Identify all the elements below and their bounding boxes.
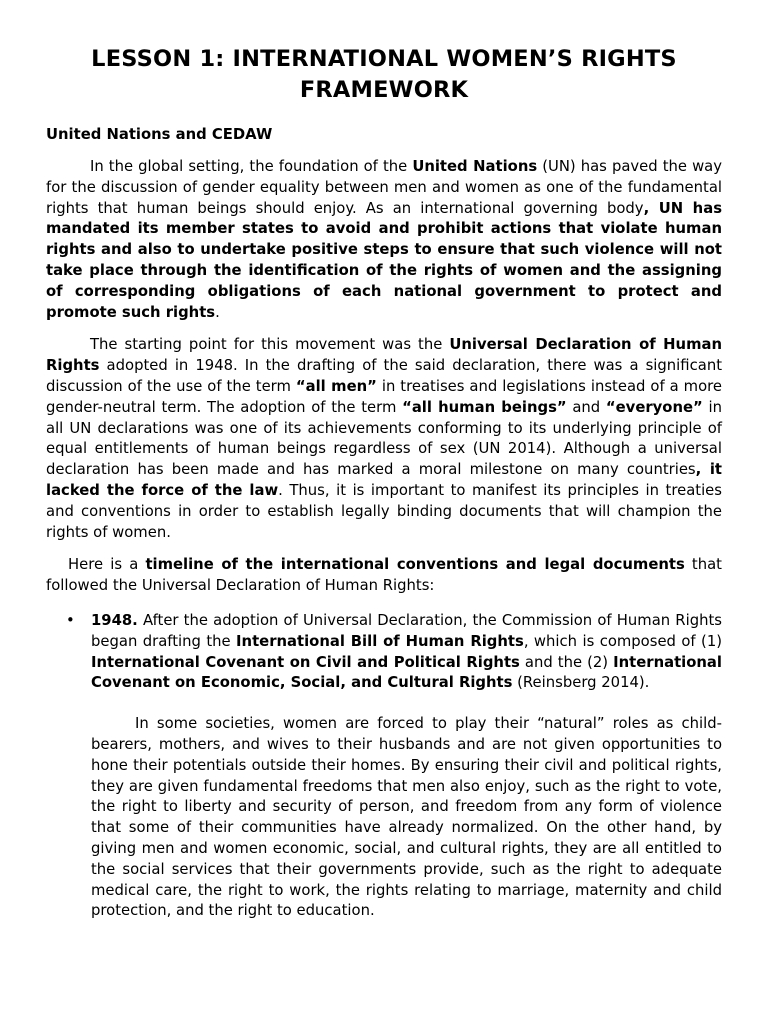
paragraph-udhr bbox=[46, 335, 722, 543]
text-run: (UN) has paved the way for the discussion of gender equality between men and women as one of the fundamental rights that human beings should enjoy. As an international governing body bbox=[46, 158, 723, 217]
emphasis-everyone: “everyone” bbox=[605, 398, 703, 416]
emphasis-un-mandate: , UN has mandated its member states to avoid and prohibit actions that violate human rights and also to undertake positive steps to ensure that such violence will not take place through the identification of the rights of women and the assigning of corresponding obligations of each national government to protect and promote such rights bbox=[46, 199, 722, 321]
timeline-item-text bbox=[91, 611, 722, 694]
section-heading: United Nations and CEDAW bbox=[46, 126, 273, 143]
page-title: LESSON 1: INTERNATIONAL WOMEN’S RIGHTS FRAMEWORK bbox=[91, 46, 677, 103]
text-run: and the (2) bbox=[519, 653, 614, 671]
paragraph-timeline-intro bbox=[46, 555, 722, 597]
paragraph-un-foundation bbox=[46, 157, 722, 323]
emphasis-force-of-law: , it lacked the force of the law bbox=[46, 461, 722, 499]
text-run: . bbox=[215, 303, 220, 321]
text-run: in all UN declarations was one of its achievements conforming to its underlying principle of equal entitlements of human beings regardless of sex (UN 2014). Although a universal declaration has been made and has marked a moral milestone on many countries bbox=[46, 398, 722, 479]
emphasis-all-men: “all men” bbox=[295, 377, 377, 395]
timeline-list bbox=[46, 611, 722, 694]
text-run: adopted in 1948. In the drafting of the said declaration, there was a significant discussion of the use of the term bbox=[46, 357, 722, 395]
emphasis-bill-of-rights: International Bill of Human Rights bbox=[236, 632, 524, 650]
text-run: The starting point for this movement was the bbox=[90, 336, 450, 354]
text-run: Here is a bbox=[68, 556, 146, 574]
emphasis-icescr: International Covenant on Economic, Social, and Cultural Rights bbox=[91, 653, 722, 692]
text-run: that followed the Universal Declaration of Human Rights: bbox=[46, 556, 722, 595]
text-run: and bbox=[566, 398, 606, 416]
text-run: (Reinsberg 2014). bbox=[512, 674, 650, 692]
emphasis-timeline: timeline of the international conventions and legal documents bbox=[145, 556, 685, 574]
timeline-item-1948 bbox=[46, 611, 722, 694]
emphasis-all-human-beings: “all human beings” bbox=[402, 398, 567, 416]
timeline-year: 1948. bbox=[91, 611, 138, 629]
paragraph-rights-explanation: In some societies, women are forced to play their “natural” roles as child-bearers, mothers, and wives to their husbands and are not given opportunities to hone their potentials outside their homes. By ensuring their civil and political rights, they are given fundamental freedoms that men also enjoy, such as the right to vote, the right to liberty and security of person, and freedom from any form of violence that some of their communities have already normalized. On the other hand, by giving men and women economic, social, and cultural rights, they are all entitled to the social services that their governments provide, such as the right to adequate medical care, the right to work, the rights relating to marriage, maternity and child protection, and the right to education. bbox=[91, 715, 722, 920]
text-run: , which is composed of (1) bbox=[523, 632, 723, 650]
emphasis-united-nations: United Nations bbox=[412, 158, 538, 175]
text-run: After the adoption of Universal Declaration, the Commission of Human Rights began drafting the bbox=[91, 611, 722, 650]
text-run: . Thus, it is important to manifest its principles in treaties and conventions in order to establish legally binding documents that will champion the rights of women. bbox=[46, 481, 722, 541]
bullet-icon: • bbox=[66, 611, 75, 629]
text-run: In the global setting, the foundation of the bbox=[90, 158, 413, 175]
text-run: in treatises and legislations instead of a more gender-neutral term. The adoption of the term bbox=[46, 377, 722, 416]
emphasis-iccpr: International Covenant on Civil and Political Rights bbox=[91, 653, 520, 671]
emphasis-udhr: Universal Declaration of Human Rights bbox=[46, 336, 723, 375]
